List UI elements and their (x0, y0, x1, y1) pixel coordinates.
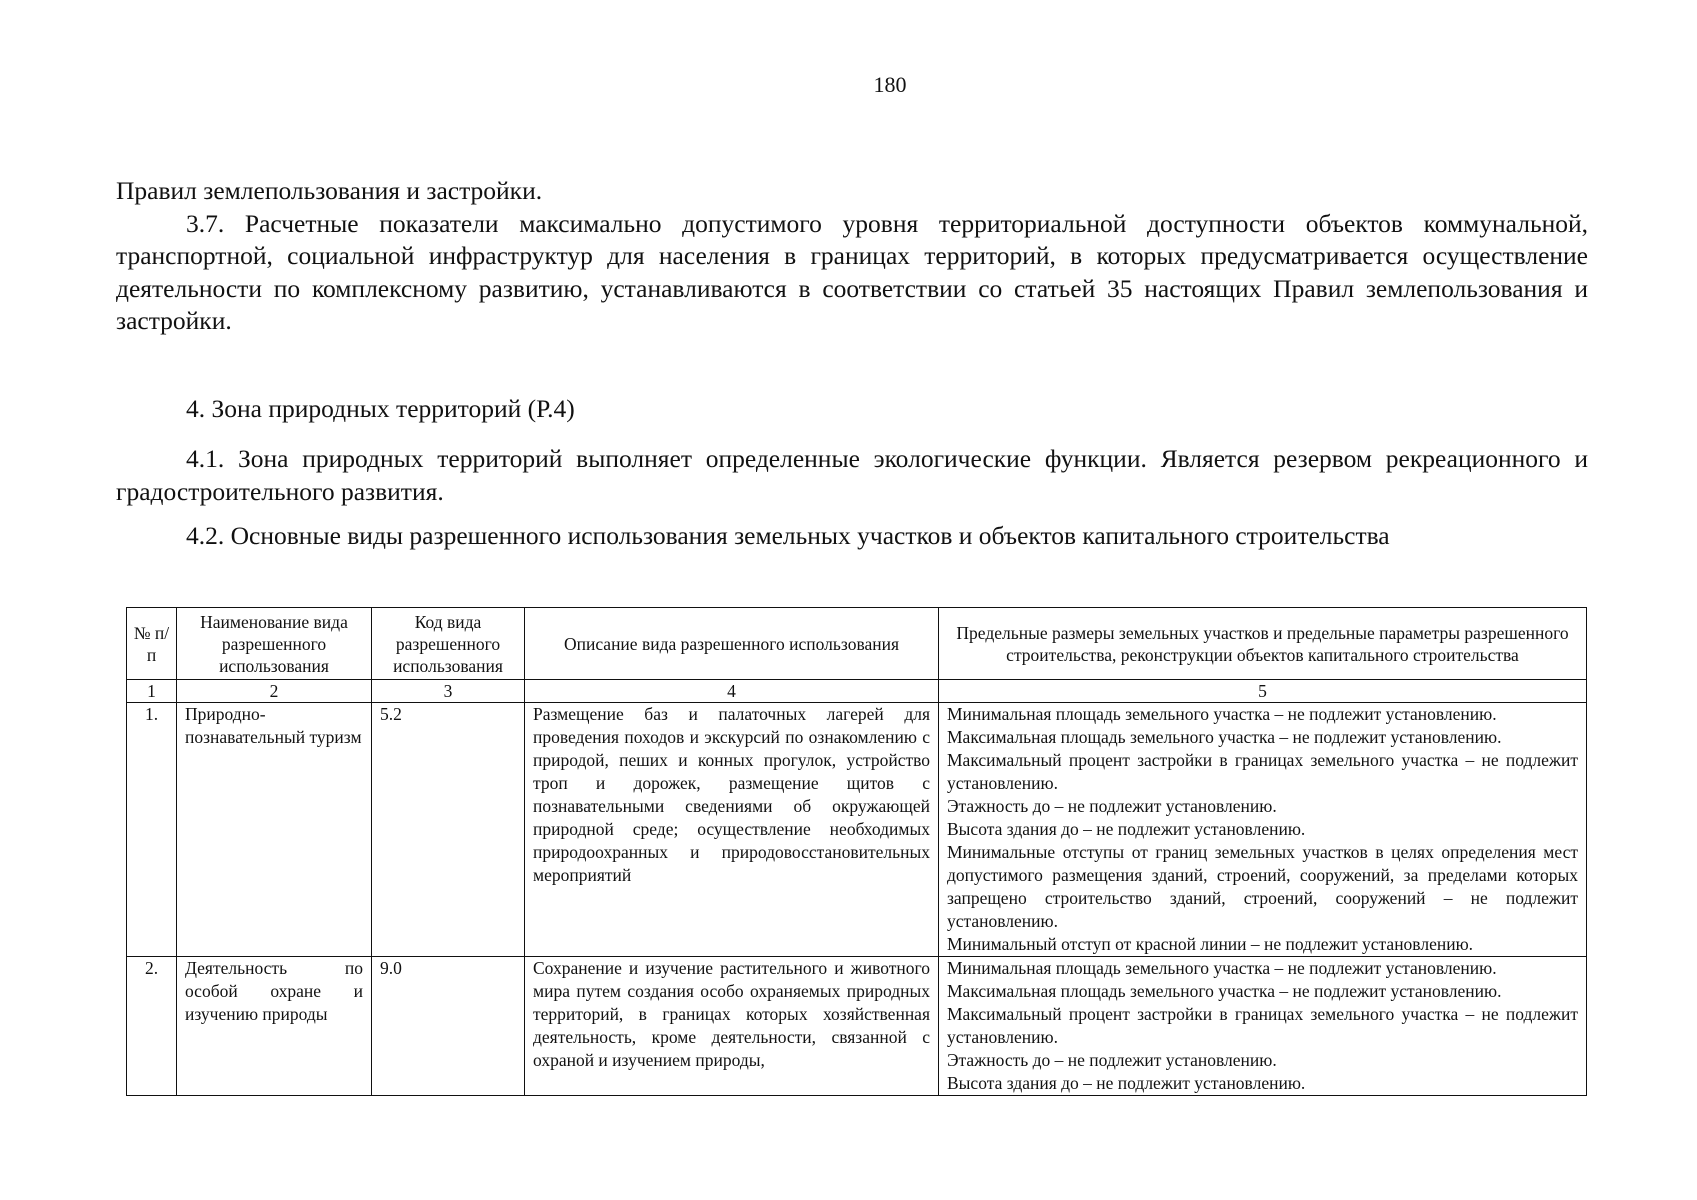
header-use-code: Код вида разрешенного использования (372, 608, 525, 680)
limit-line: Максимальная площадь земельного участка – не подлежит установлению. (947, 727, 1502, 747)
limit-line: Минимальная площадь земельного участка – не подлежит установлению. (947, 958, 1497, 978)
use-description: Сохранение и изучение растительного и животного мира путем создания особо охраняемых природных территорий, в границах которых хозяйственная деятельность, кроме деятельности, связанной с охраной и изучением природы, (525, 957, 939, 1096)
section-heading-4-2: 4.2. Основные виды разрешенного использования земельных участков и объектов капитального строительства (186, 521, 1390, 550)
header-number: № п/п (127, 608, 177, 680)
table-header-row (127, 608, 1587, 680)
paragraph-4-1: 4.1. Зона природных территорий выполняет определенные экологические функции. Является резервом рекреационного и градостроительного развития. (116, 444, 1588, 506)
row-number: 1. (127, 703, 177, 957)
use-limits (939, 957, 1587, 1096)
limit-line: Высота здания до – не подлежит установлению. (947, 1073, 1306, 1093)
column-number: 4 (525, 680, 939, 703)
page-number: 180 (873, 72, 907, 97)
limit-line: Максимальный процент застройки в границах земельного участка – не подлежит установлению. (947, 1004, 1578, 1047)
use-name: Деятельность по особой охране и изучению природы (177, 957, 372, 1096)
land-use-table (126, 607, 1587, 1096)
paragraph-continuation: Правил землепользования и застройки. (116, 176, 543, 205)
column-number: 2 (177, 680, 372, 703)
table-row (127, 957, 1587, 1096)
paragraph-3-7: 3.7. Расчетные показатели максимально допустимого уровня территориальной доступности объектов коммунальной, транспортной, социальной инфраструктур для населения в границах территорий, в которых предусматривается осуществление деятельности по комплексному развитию, устанавливаются в соответствии со статьей 35 настоящих Правил землепользования и застройки. (116, 208, 1588, 335)
column-number: 3 (372, 680, 525, 703)
column-number: 5 (939, 680, 1587, 703)
header-limits: Предельные размеры земельных участков и предельные параметры разрешенного строительства, реконструкции объектов капитального строительства (939, 608, 1587, 680)
table-row (127, 703, 1587, 957)
zone-description-block (116, 443, 1588, 508)
limit-line: Максимальный процент застройки в границах земельного участка – не подлежит установлению. (947, 750, 1578, 793)
intro-text-block (116, 175, 1588, 338)
header-use-description: Описание вида разрешенного использования (525, 608, 939, 680)
limit-line: Этажность до – не подлежит установлению. (947, 796, 1277, 816)
use-limits (939, 703, 1587, 957)
row-number: 2. (127, 957, 177, 1096)
use-description: Размещение баз и палаточных лагерей для проведения походов и экскурсий по ознакомлению с природой, пеших и конных прогулок, устройство троп и дорожек, размещение щитов с познавательными сведениями об окружающей природной среде; осуществление необходимых природоохранных и природовосстановительных мероприятий (525, 703, 939, 957)
column-number-row (127, 680, 1587, 703)
use-code: 5.2 (372, 703, 525, 957)
column-number: 1 (127, 680, 177, 703)
limit-line: Минимальные отступы от границ земельных участков в целях определения мест допустимого размещения зданий, строений, сооружений, за пределами которых запрещено строительство зданий, строений, сооружений – не подлежит установлению. (947, 842, 1578, 931)
limit-line: Максимальная площадь земельного участка – не подлежит установлению. (947, 981, 1502, 1001)
use-code: 9.0 (372, 957, 525, 1096)
limit-line: Высота здания до – не подлежит установлению. (947, 819, 1306, 839)
section-heading-zone: 4. Зона природных территорий (Р.4) (186, 394, 575, 423)
limit-line: Этажность до – не подлежит установлению. (947, 1050, 1277, 1070)
limit-line: Минимальный отступ от красной линии – не подлежит установлению. (947, 934, 1474, 954)
limit-line: Минимальная площадь земельного участка – не подлежит установлению. (947, 704, 1497, 724)
header-use-name: Наименование вида разрешенного использования (177, 608, 372, 680)
use-name: Природно-познавательный туризм (177, 703, 372, 957)
